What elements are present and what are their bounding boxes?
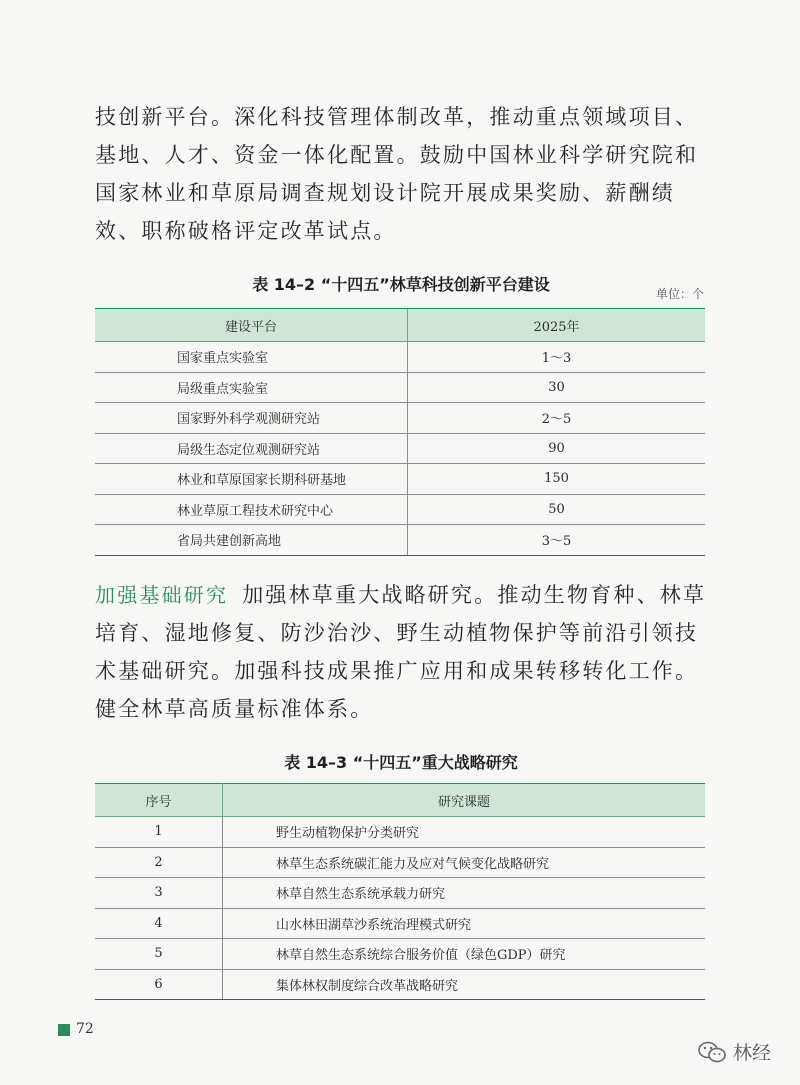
- section-lead-text: 加强林草重大战略研究。推动生物育种、林草培育、湿地修复、防沙治沙、野生动植物保护等前沿引领技术基础研究。加强科技成果推广应用和成果转移转化工作。健全林草高质量标准体系。: [95, 583, 707, 721]
- platform-name: 林业和草原国家长期科研基地: [95, 464, 408, 495]
- table-row: [95, 342, 705, 373]
- body-paragraph-2: [95, 576, 707, 728]
- table-header-platform: 建设平台: [95, 309, 408, 342]
- research-topic: 林草自然生态系统承载力研究: [223, 878, 706, 909]
- table-header-topic: 研究课题: [223, 784, 706, 817]
- platform-name: 国家重点实验室: [95, 342, 408, 373]
- platform-count: 30: [408, 372, 706, 403]
- account-watermark: [697, 1038, 771, 1065]
- platform-count: 50: [408, 494, 706, 525]
- table-row: [95, 969, 705, 1000]
- wechat-icon: [697, 1041, 727, 1063]
- research-topic: 集体林权制度综合改革战略研究: [223, 969, 706, 1000]
- watermark-text: 林经: [733, 1042, 772, 1064]
- platform-count: 1～3: [408, 342, 706, 373]
- table-row: [95, 847, 705, 878]
- table-row: [95, 817, 705, 848]
- research-topic: 山水林田湖草沙系统治理模式研究: [223, 908, 706, 939]
- table-row: [95, 403, 705, 434]
- platform-name: 国家野外科学观测研究站: [95, 403, 408, 434]
- research-topic: 林草生态系统碳汇能力及应对气候变化战略研究: [223, 847, 706, 878]
- platform-name: 局级生态定位观测研究站: [95, 433, 408, 464]
- row-index: 1: [95, 817, 223, 848]
- platform-count: 150: [408, 464, 706, 495]
- table-row: [95, 908, 705, 939]
- table-row: [95, 433, 705, 464]
- table-row: [95, 525, 705, 556]
- table-row: [95, 939, 705, 970]
- platform-count: 90: [408, 433, 706, 464]
- strategy-research-table: [95, 783, 705, 1000]
- row-index: 2: [95, 847, 223, 878]
- section-lead-heading: 加强基础研究: [95, 583, 229, 607]
- table-row: [95, 464, 705, 495]
- table-caption-14-3: 表 14–3 “十四五”重大战略研究: [284, 753, 518, 772]
- table-caption-14-2: 表 14–2 “十四五”林草科技创新平台建设: [252, 275, 550, 294]
- research-topic: 野生动植物保护分类研究: [223, 817, 706, 848]
- platform-name: 省局共建创新高地: [95, 525, 408, 556]
- platform-name: 局级重点实验室: [95, 372, 408, 403]
- row-index: 4: [95, 908, 223, 939]
- body-paragraph-1: 技创新平台。深化科技管理体制改革，推动重点领域项目、基地、人才、资金一体化配置。鼓励中国林业科学研究院和国家林业和草原局调查规划设计院开展成果奖励、薪酬绩效、职称破格评定改革试点。: [95, 105, 699, 243]
- row-index: 6: [95, 969, 223, 1000]
- row-index: 3: [95, 878, 223, 909]
- platform-table: [95, 308, 705, 556]
- platform-count: 2～5: [408, 403, 706, 434]
- table-row: [95, 878, 705, 909]
- platform-count: 3～5: [408, 525, 706, 556]
- research-topic: 林草自然生态系统综合服务价值（绿色GDP）研究: [223, 939, 706, 970]
- table-row: [95, 494, 705, 525]
- platform-name: 林业草原工程技术研究中心: [95, 494, 408, 525]
- table-header-2025: 2025年: [408, 309, 706, 342]
- page-number: 72: [76, 1021, 94, 1037]
- row-index: 5: [95, 939, 223, 970]
- table-row: [95, 372, 705, 403]
- page-marker-square: [58, 1024, 70, 1036]
- table-unit-label: 单位：个: [655, 287, 704, 301]
- table-header-index: 序号: [95, 784, 223, 817]
